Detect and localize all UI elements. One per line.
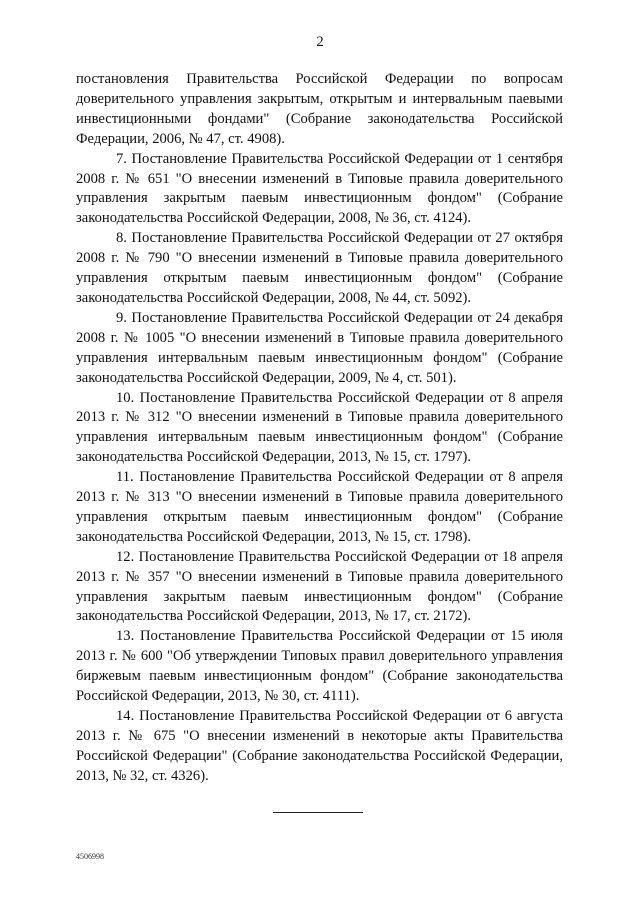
list-item-11: 11. Постановление Правительства Российской Федерации от 8 апреля 2013 г. № 313 "О внесении изменений в Типовые правила доверительного управления открытым паевым инвестиционным фондом" (Собрание законодательства Российской Федерации, 2013, № 15, ст. 1798). [76, 469, 563, 545]
list-item-14: 14. Постановление Правительства Российской Федерации от 6 августа 2013 г. № 675 "О внесении изменений в некоторые акты Правительства Российской Федерации" (Собрание законодательства Российской Федерации, 2013, № 32, ст. 4326). [76, 708, 563, 784]
page-number: 2 [316, 34, 324, 50]
list-item-10: 10. Постановление Правительства Российской Федерации от 8 апреля 2013 г. № 312 "О внесении изменений в Типовые правила доверительного управления интервальным паевым инвестиционным фондом" (Собрание законодательства Российской Федерации, 2013, № 15, ст. 1797). [76, 389, 563, 466]
document-code: 4506998 [76, 852, 104, 861]
list-item-9: 9. Постановление Правительства Российской Федерации от 24 декабря 2008 г. № 1005 "О внесении изменений в Типовые правила доверительного управления интервальным паевым инвестиционным фондом" (Собрание законодательства Российской Федерации, 2009, № 4, ст. 501). [76, 309, 563, 386]
closing-divider [273, 812, 363, 813]
document-body [76, 70, 563, 787]
paragraph-continuation: постановления Правительства Российской Федерации по вопросам доверительного управления закрытым, открытым и интервальным паевыми инвестиционными фондами" (Собрание законодательства Российской Федерации, 2006, № 47, ст. 4908). [76, 71, 563, 147]
list-item-8: 8. Постановление Правительства Российской Федерации от 27 октября 2008 г. № 790 "О внесении изменений в Типовые правила доверительного управления открытым паевым инвестиционным фондом" (Собрание законодательства Российской Федерации, 2008, № 44, ст. 5092). [76, 230, 563, 306]
list-item-7: 7. Постановление Правительства Российской Федерации от 1 сентября 2008 г. № 651 "О внесении изменений в Типовые правила доверительного управления закрытым паевым инвестиционным фондом" (Собрание законодательства Российской Федерации, 2008, № 36, ст. 4124). [76, 150, 563, 227]
list-item-13: 13. Постановление Правительства Российской Федерации от 15 июля 2013 г. № 600 "Об утверждении Типовых правил доверительного управления биржевым паевым инвестиционным фондом" (Собрание законодательства Российской Федерации, 2013, № 30, ст. 4111). [76, 628, 563, 705]
list-item-12: 12. Постановление Правительства Российской Федерации от 18 апреля 2013 г. № 357 "О внесении изменений в Типовые правила доверительного управления закрытым паевым инвестиционным фондом" (Собрание законодательства Российской Федерации, 2013, № 17, ст. 2172). [76, 548, 563, 625]
